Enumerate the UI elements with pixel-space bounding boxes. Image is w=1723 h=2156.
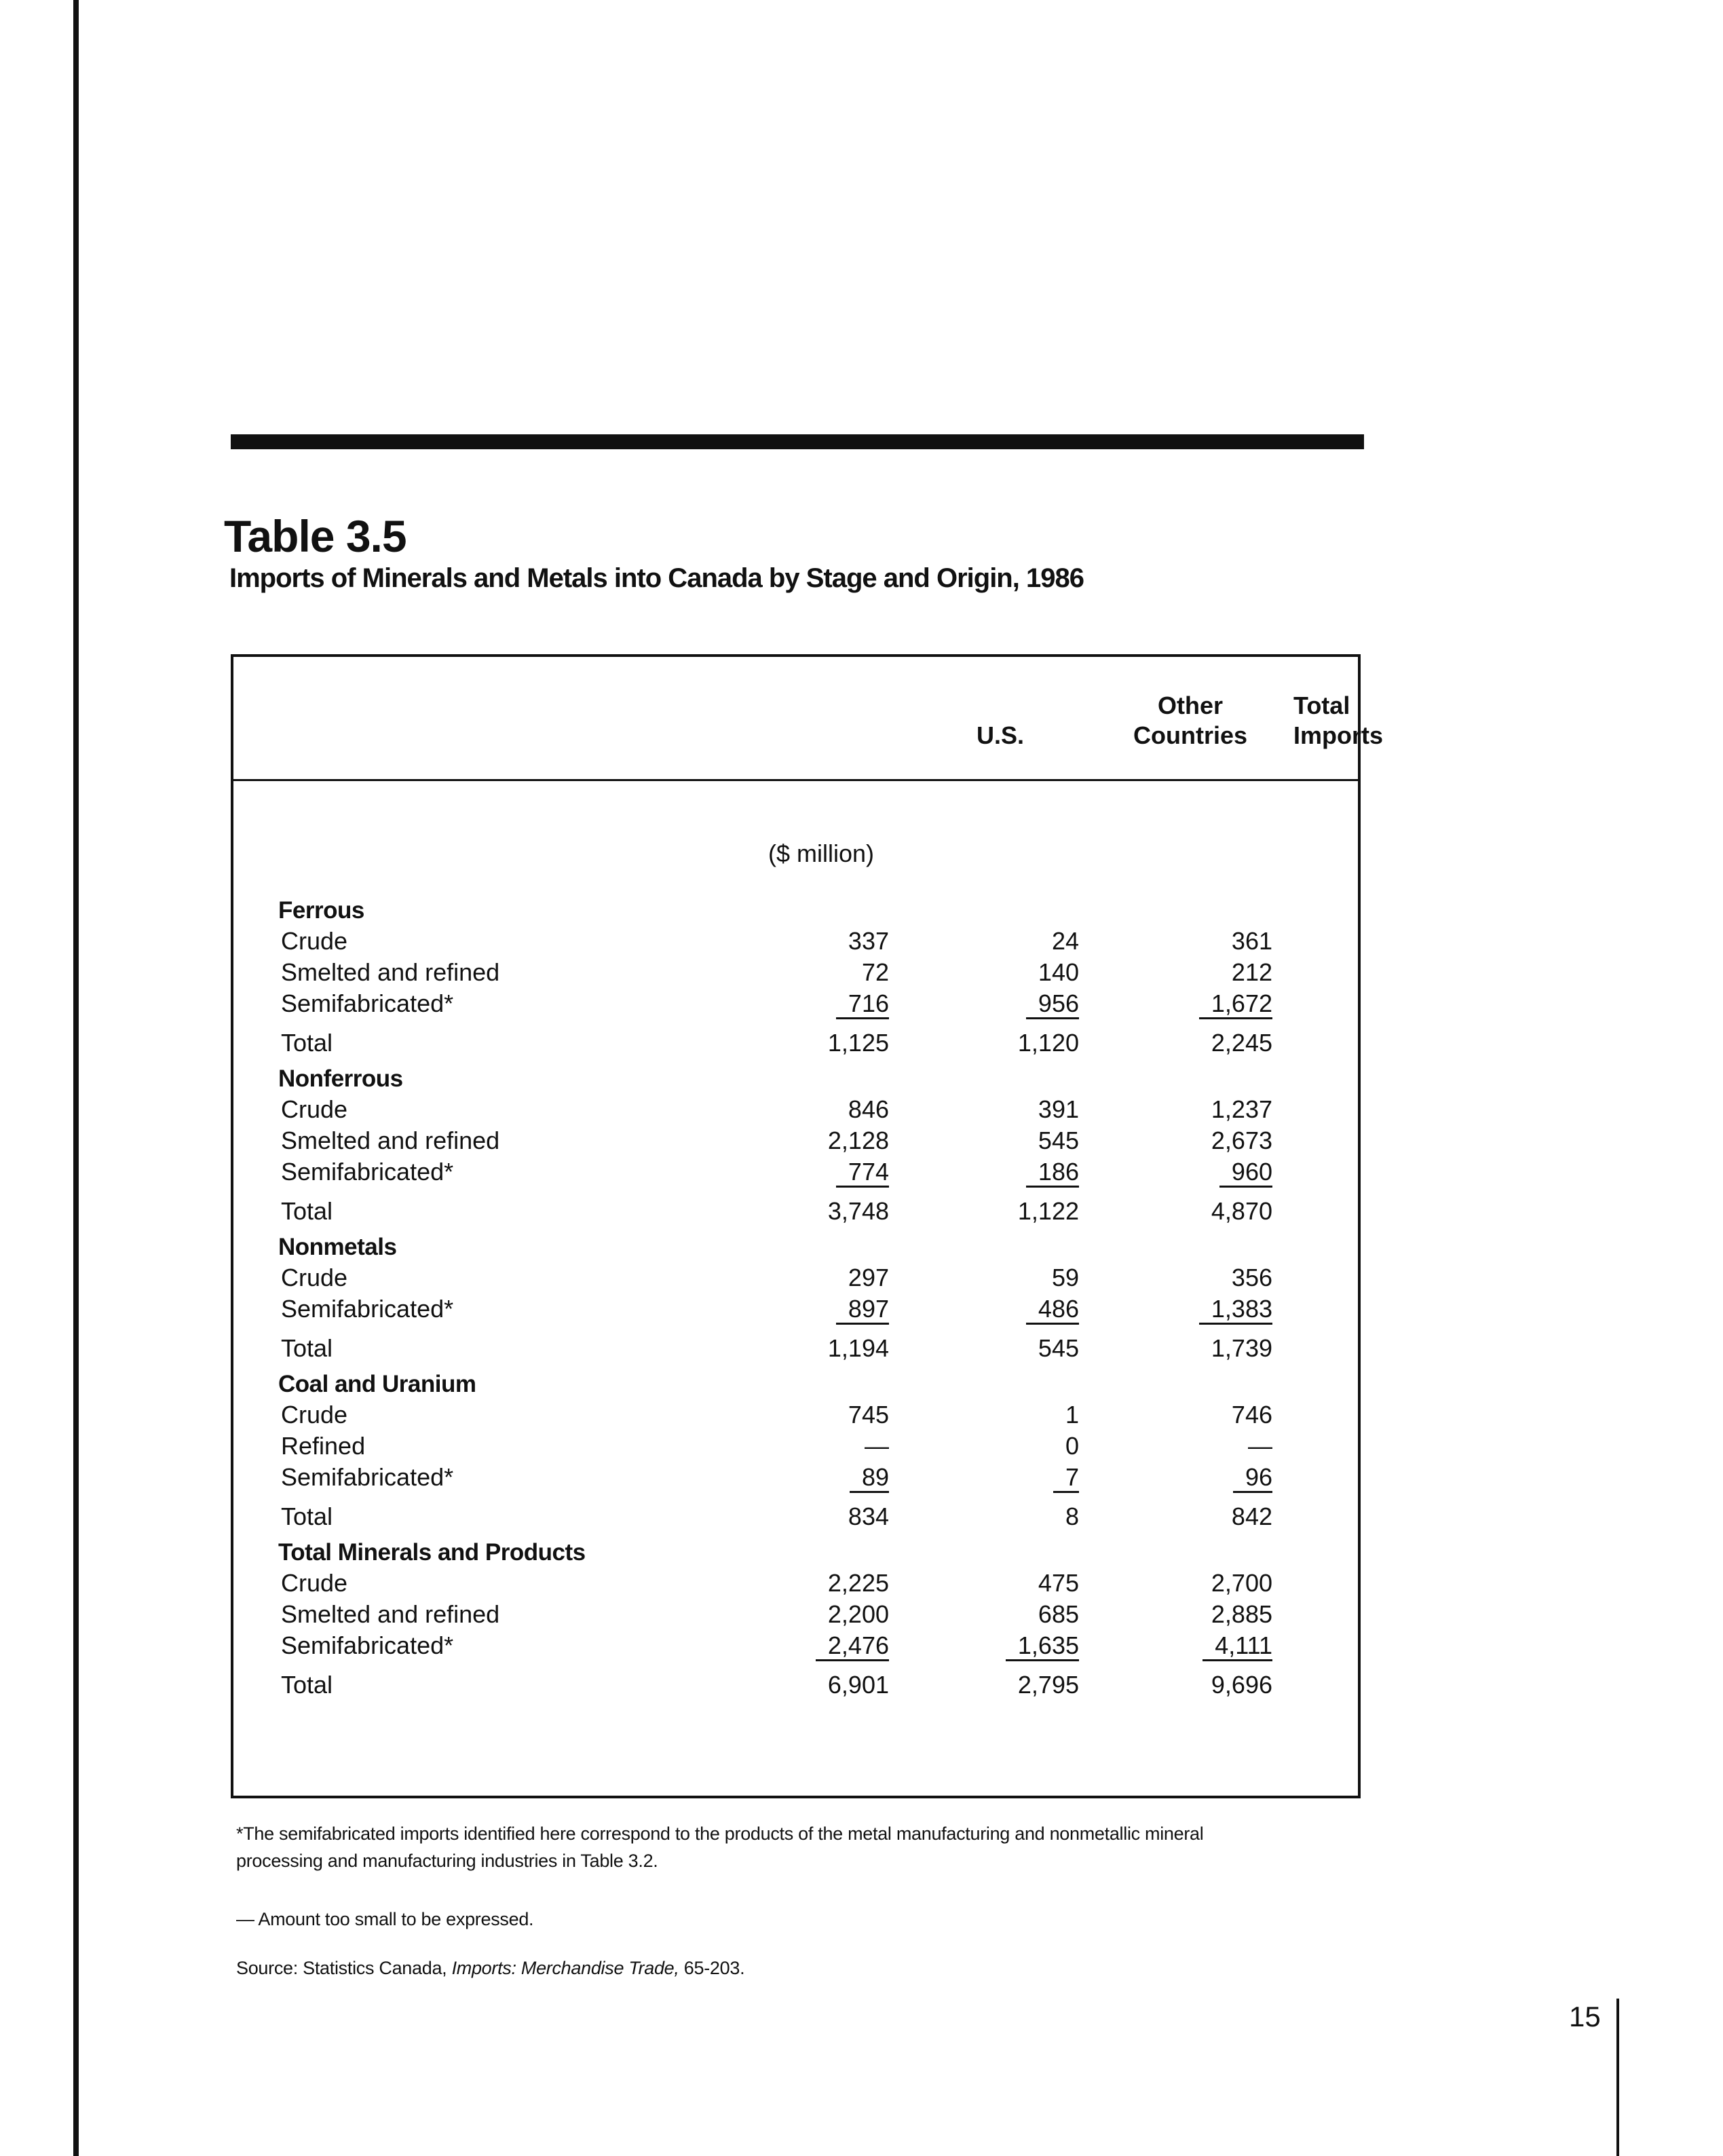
table-row	[278, 1568, 1283, 1599]
column-header-other-line1: Other	[1157, 692, 1223, 719]
cell-other	[957, 1293, 1079, 1325]
cell-value: 1,739	[1211, 1334, 1272, 1362]
cell-other	[957, 1462, 1079, 1493]
column-header-total-line2: Imports	[1293, 721, 1384, 749]
page-number: 15	[1569, 2001, 1601, 2032]
cell-total	[1150, 1333, 1272, 1364]
cell-total	[1150, 1568, 1272, 1599]
cell-us	[767, 1094, 889, 1125]
cell-value: 685	[1038, 1600, 1079, 1628]
cell-value: —	[1248, 1432, 1272, 1460]
row-label: Smelted and refined	[281, 1600, 500, 1628]
cell-value: 1,635	[1006, 1632, 1079, 1661]
cell-total	[1150, 957, 1272, 988]
cell-total	[1150, 926, 1272, 957]
cell-us	[767, 988, 889, 1019]
cell-value: 746	[1231, 1401, 1272, 1429]
table-row	[278, 926, 1283, 957]
cell-value: 2,128	[827, 1127, 889, 1154]
table-row	[278, 1262, 1283, 1293]
cell-value: 2,700	[1211, 1569, 1272, 1597]
cell-other	[957, 926, 1079, 957]
table-label: Table 3.5	[224, 511, 406, 561]
cell-us	[767, 1462, 889, 1493]
cell-total	[1150, 1156, 1272, 1188]
cell-total	[1150, 1399, 1272, 1431]
cell-value: 2,795	[1017, 1671, 1079, 1699]
cell-total	[1150, 1431, 1272, 1462]
page-right-edge	[1616, 1999, 1619, 2156]
cell-us	[767, 1599, 889, 1630]
cell-us	[767, 1568, 889, 1599]
table-row	[278, 988, 1283, 1019]
cell-value: 2,200	[827, 1600, 889, 1628]
cell-us	[767, 1501, 889, 1532]
cell-total	[1150, 1196, 1272, 1227]
cell-value: 1,120	[1017, 1029, 1079, 1057]
table-row	[278, 1630, 1283, 1661]
cell-value: 8	[1065, 1502, 1079, 1530]
cell-value: 2,225	[827, 1569, 889, 1597]
cell-other	[957, 1262, 1079, 1293]
cell-other	[957, 988, 1079, 1019]
table-row	[278, 1156, 1283, 1188]
footnote-semifabricated: *The semifabricated imports identified here correspond to the products of the metal manufacturing and nonmetallic mineral processing and manufacturing industries in Table 3.2.	[236, 1823, 1204, 1871]
cell-value: 0	[1065, 1432, 1079, 1460]
footnote-source	[236, 1954, 744, 1982]
cell-us	[767, 1262, 889, 1293]
cell-value: 9,696	[1211, 1671, 1272, 1699]
cell-value: 2,673	[1211, 1127, 1272, 1154]
cell-total	[1150, 1599, 1272, 1630]
cell-total	[1150, 1262, 1272, 1293]
cell-total	[1150, 1027, 1272, 1059]
cell-total	[1150, 1501, 1272, 1532]
table-row	[278, 1462, 1283, 1493]
row-label: Total	[281, 1671, 333, 1699]
cell-us	[767, 1431, 889, 1462]
row-label: Semifabricated*	[281, 1158, 454, 1186]
table-row	[278, 1125, 1283, 1156]
group-total-row	[278, 1669, 1283, 1701]
cell-value: 186	[1026, 1158, 1079, 1188]
group-total-row	[278, 1501, 1283, 1532]
cell-value: 89	[850, 1464, 889, 1493]
cell-other	[957, 1333, 1079, 1364]
table-row	[278, 1094, 1283, 1125]
cell-value: 897	[836, 1296, 889, 1325]
cell-total	[1150, 1125, 1272, 1156]
cell-value: 842	[1231, 1502, 1272, 1530]
cell-value: 834	[848, 1502, 889, 1530]
row-label: Semifabricated*	[281, 1295, 454, 1323]
cell-value: 7	[1053, 1464, 1079, 1493]
cell-other	[957, 1669, 1079, 1701]
row-label: Semifabricated*	[281, 989, 454, 1017]
group-total-row	[278, 1333, 1283, 1364]
cell-value: 774	[836, 1158, 889, 1188]
cell-value: 2,885	[1211, 1600, 1272, 1628]
cell-value: 545	[1038, 1334, 1079, 1362]
cell-value: 337	[848, 927, 889, 955]
cell-value: 1,125	[827, 1029, 889, 1057]
cell-total	[1150, 1293, 1272, 1325]
cell-value: 2,476	[816, 1632, 889, 1661]
cell-us	[767, 1293, 889, 1325]
group-heading: Total Minerals and Products	[278, 1539, 586, 1566]
cell-total	[1150, 988, 1272, 1019]
table-row	[278, 1599, 1283, 1630]
cell-value: 475	[1038, 1569, 1079, 1597]
cell-value: 1,672	[1199, 990, 1272, 1019]
cell-other	[957, 1630, 1079, 1661]
row-label: Semifabricated*	[281, 1631, 454, 1659]
cell-value: 72	[861, 958, 889, 986]
group-heading: Coal and Uranium	[278, 1371, 476, 1397]
row-label: Total	[281, 1197, 333, 1225]
cell-value: 2,245	[1211, 1029, 1272, 1057]
cell-other	[957, 957, 1079, 988]
column-header-us	[912, 721, 1088, 751]
cell-other	[957, 1399, 1079, 1431]
cell-us	[767, 1196, 889, 1227]
group-total-row	[278, 1196, 1283, 1227]
cell-value: 4,870	[1211, 1197, 1272, 1225]
cell-other	[957, 1599, 1079, 1630]
source-title: Imports: Merchandise Trade,	[451, 1958, 679, 1978]
row-label: Crude	[281, 1264, 348, 1291]
cell-us	[767, 957, 889, 988]
group-total-row	[278, 1027, 1283, 1059]
table-row	[278, 1293, 1283, 1325]
cell-value: 1,383	[1199, 1296, 1272, 1325]
cell-value: —	[865, 1432, 889, 1460]
cell-us	[767, 1399, 889, 1431]
cell-value: 59	[1051, 1264, 1079, 1291]
cell-value: 960	[1219, 1158, 1272, 1188]
source-suffix: 65-203.	[679, 1958, 745, 1978]
row-label: Crude	[281, 927, 348, 955]
row-label: Smelted and refined	[281, 1127, 500, 1154]
cell-value: 6,901	[827, 1671, 889, 1699]
cell-us	[767, 926, 889, 957]
cell-value: 24	[1051, 927, 1079, 955]
column-header-other-countries	[1102, 691, 1279, 751]
cell-other	[957, 1094, 1079, 1125]
row-label: Crude	[281, 1095, 348, 1123]
cell-other	[957, 1568, 1079, 1599]
cell-value: 745	[848, 1401, 889, 1429]
cell-value: 3,748	[827, 1197, 889, 1225]
row-label: Total	[281, 1502, 333, 1530]
cell-value: 716	[836, 990, 889, 1019]
column-header-other-line2: Countries	[1133, 721, 1247, 749]
cell-us	[767, 1156, 889, 1188]
cell-total	[1150, 1669, 1272, 1701]
table-row	[278, 1399, 1283, 1431]
source-prefix: Source: Statistics Canada,	[236, 1958, 452, 1978]
header-separator	[233, 779, 1358, 781]
cell-value: 1	[1065, 1401, 1079, 1429]
page-left-edge	[73, 0, 79, 2156]
row-label: Crude	[281, 1401, 348, 1429]
cell-value: 361	[1231, 927, 1272, 955]
cell-value: 956	[1026, 990, 1079, 1019]
cell-value: 1,194	[827, 1334, 889, 1362]
table-row	[278, 957, 1283, 988]
column-header-total-imports	[1293, 691, 1384, 751]
group-heading: Ferrous	[278, 897, 364, 924]
cell-value: 297	[848, 1264, 889, 1291]
cell-us	[767, 1125, 889, 1156]
row-label: Total	[281, 1334, 333, 1362]
cell-value: 96	[1233, 1464, 1272, 1493]
group-heading: Nonferrous	[278, 1065, 403, 1092]
cell-other	[957, 1125, 1079, 1156]
data-table-body	[278, 896, 1283, 1701]
cell-total	[1150, 1630, 1272, 1661]
cell-us	[767, 1027, 889, 1059]
cell-other	[957, 1196, 1079, 1227]
cell-value: 4,111	[1203, 1632, 1272, 1661]
cell-value: 486	[1026, 1296, 1079, 1325]
cell-value: 212	[1231, 958, 1272, 986]
cell-value: 846	[848, 1095, 889, 1123]
cell-value: 1,122	[1017, 1197, 1079, 1225]
group-heading: Nonmetals	[278, 1234, 397, 1260]
row-label: Smelted and refined	[281, 958, 500, 986]
footnote-dash: — Amount too small to be expressed.	[236, 1909, 534, 1929]
cell-other	[957, 1027, 1079, 1059]
cell-value: 545	[1038, 1127, 1079, 1154]
cell-us	[767, 1669, 889, 1701]
table-row	[278, 1431, 1283, 1462]
cell-value: 356	[1231, 1264, 1272, 1291]
cell-other	[957, 1156, 1079, 1188]
cell-total	[1150, 1094, 1272, 1125]
cell-other	[957, 1431, 1079, 1462]
table-title: Imports of Minerals and Metals into Canada by Stage and Origin, 1986	[229, 563, 1084, 593]
table-top-rule	[231, 434, 1364, 449]
column-header-total-line1: Total	[1293, 692, 1350, 719]
row-label: Refined	[281, 1432, 366, 1460]
cell-us	[767, 1333, 889, 1364]
cell-other	[957, 1501, 1079, 1532]
cell-value: 140	[1038, 958, 1079, 986]
row-label: Semifabricated*	[281, 1463, 454, 1491]
unit-label: ($ million)	[768, 839, 875, 867]
cell-value: 1,237	[1211, 1095, 1272, 1123]
cell-value: 391	[1038, 1095, 1079, 1123]
cell-us	[767, 1630, 889, 1661]
column-header-us-text: U.S.	[976, 721, 1024, 749]
cell-total	[1150, 1462, 1272, 1493]
row-label: Crude	[281, 1569, 348, 1597]
row-label: Total	[281, 1029, 333, 1057]
